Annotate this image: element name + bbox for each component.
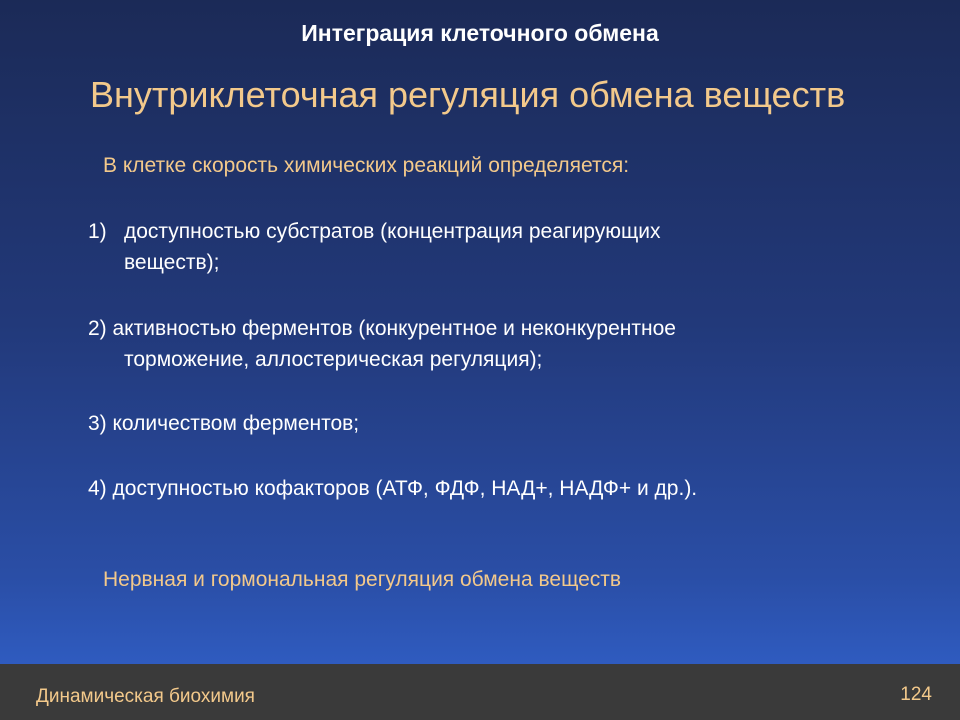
intro-text: В клетке скорость химических реакций определяется: [103,154,630,177]
list-item-text: 4) доступностью кофакторов (АТФ, ФДФ, НАД+, НАДФ+ и др.). [88,477,698,500]
footer-bar [0,664,960,720]
list-item-continuation: торможение, аллостерическая регуляция); [124,348,543,371]
list-item [88,473,697,504]
page-number: 124 [900,684,932,705]
list-item [88,408,359,439]
list-item [88,313,676,375]
footer-course-title: Динамическая биохимия [36,686,255,707]
regulation-note: Нервная и гормональная регуляция обмена веществ [103,568,622,591]
slide-header-title: Интеграция клеточного обмена [301,20,659,46]
list-item-text: доступностью субстратов (концентрация реагирующих [124,220,661,243]
list-item [88,216,661,278]
list-item-text: 3) количеством ферментов; [88,412,360,435]
list-item-continuation: веществ); [124,251,220,274]
list-item-text: 2) активностью ферментов (конкурентное и неконкурентное [88,317,676,340]
slide-title: Внутриклеточная регуляция обмена веществ [90,74,846,115]
list-item-number: 1) [88,220,107,243]
